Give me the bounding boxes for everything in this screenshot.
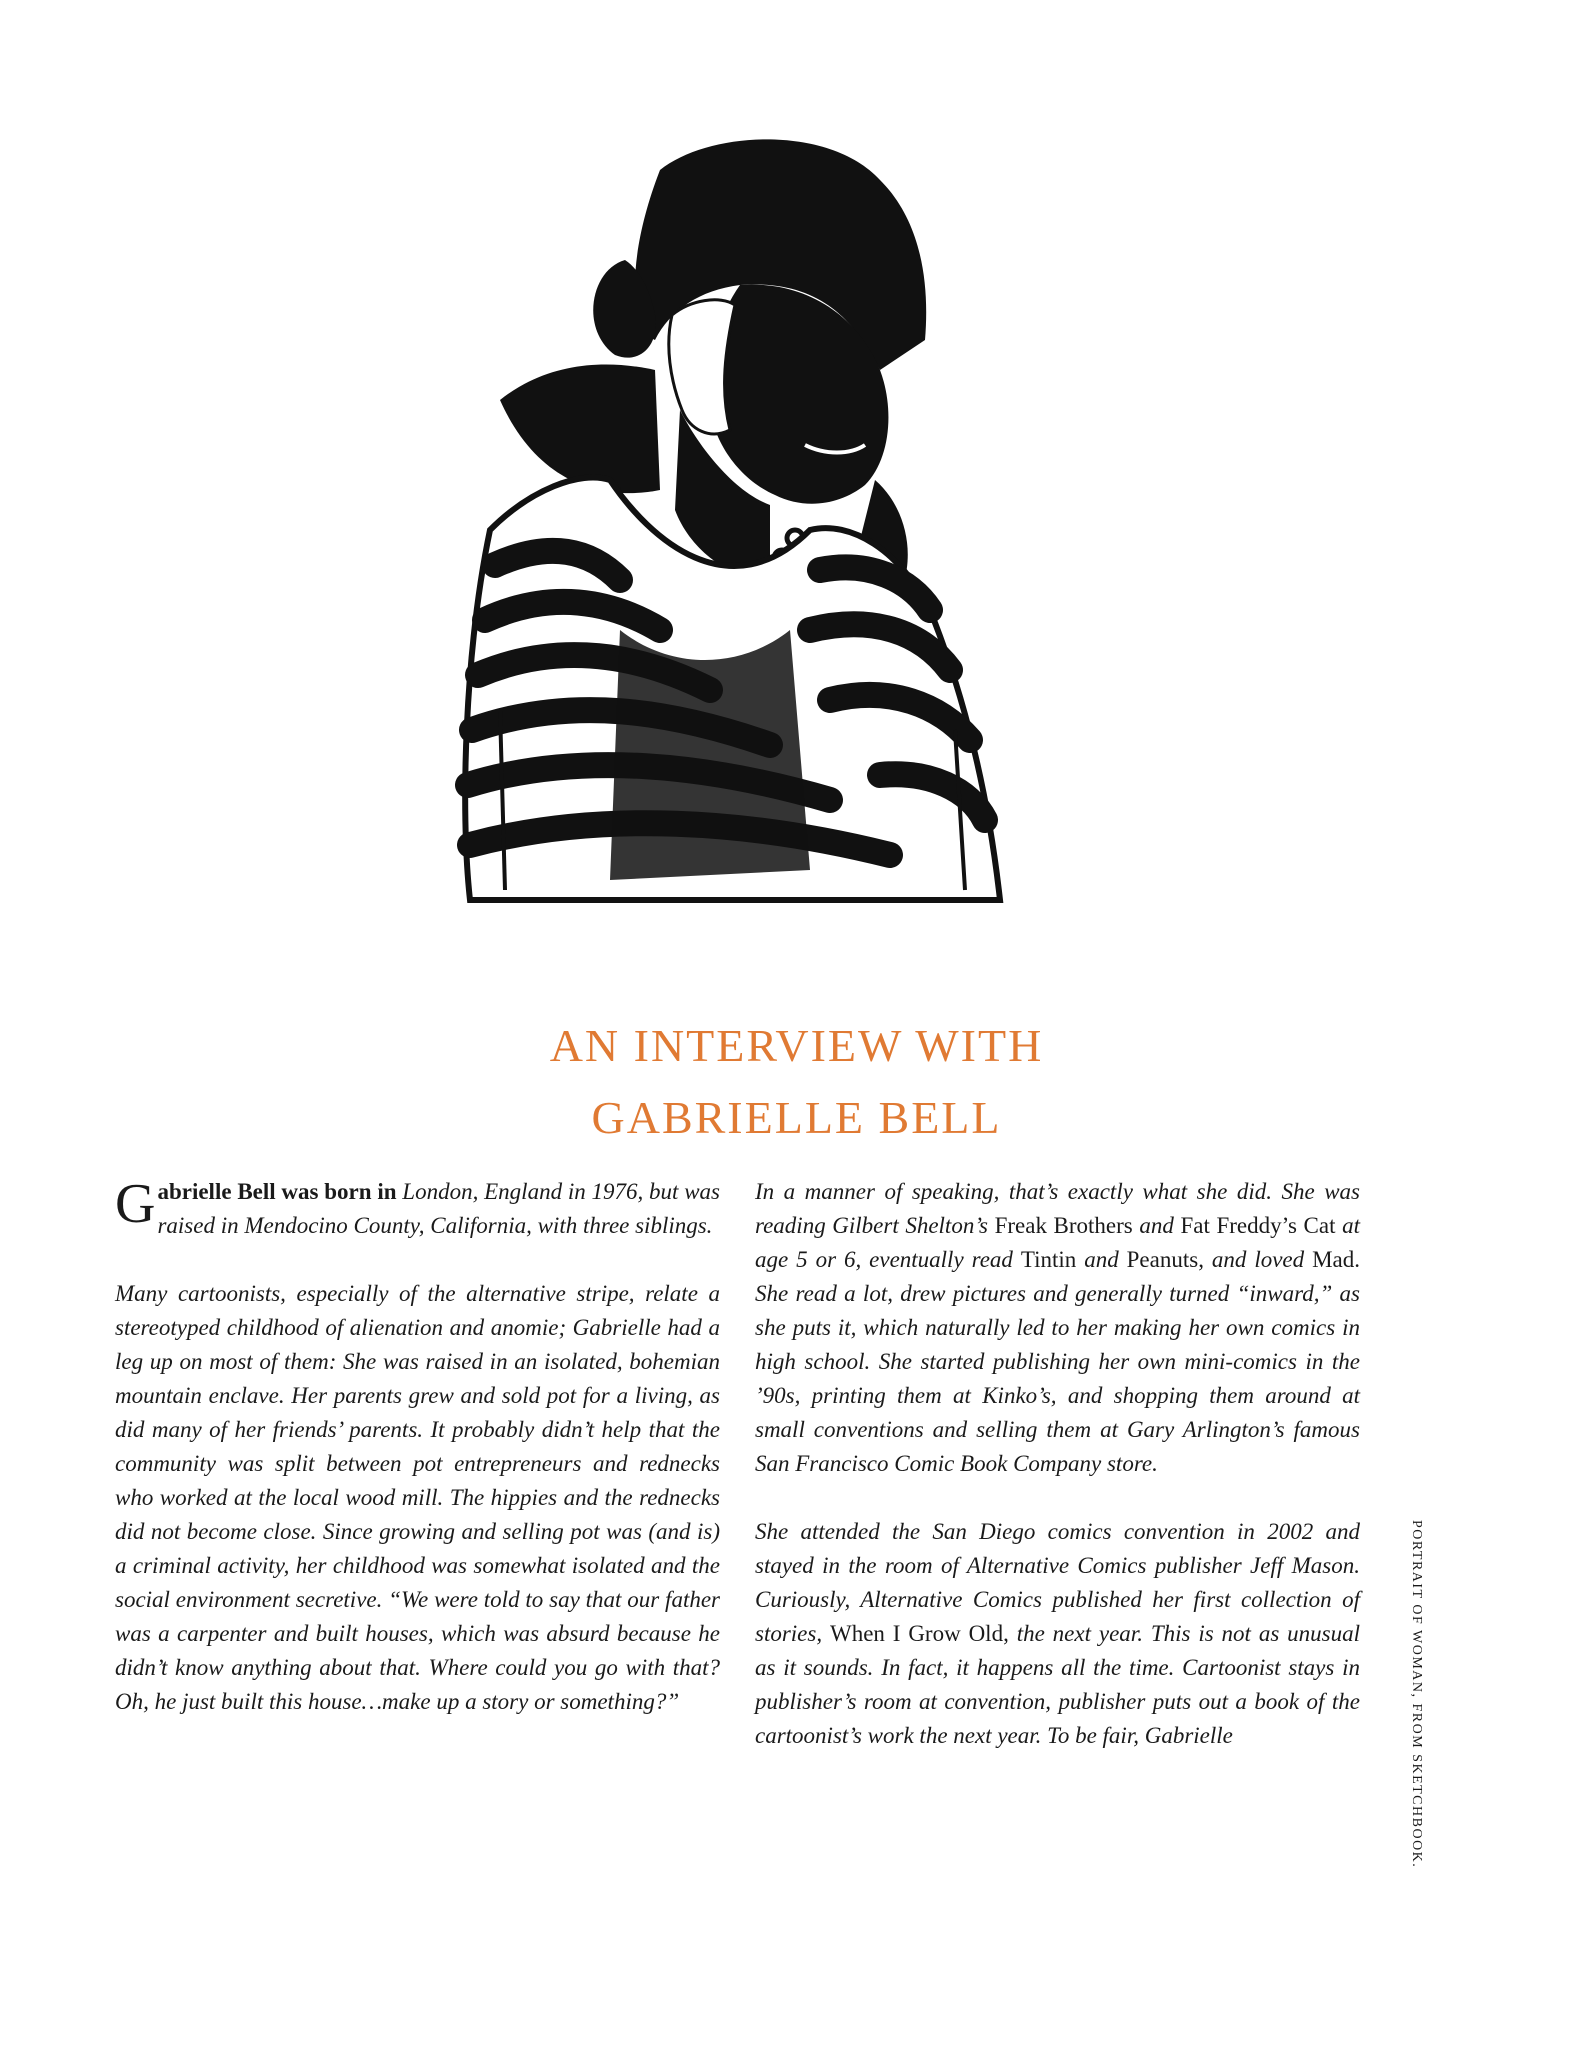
intro-paragraph <box>115 1175 720 1243</box>
text-run: She attended the San Diego comics convention in 2002 and stayed in the room of Alternative Comics publisher Jeff Mason. Curiously, Alternative Comics published her first collection of stories, <box>755 1519 1360 1646</box>
text-run: at age 5 or 6, eventually read <box>755 1213 1360 1272</box>
portrait-illustration <box>410 110 1070 960</box>
title-line-2: GABRIELLE BELL <box>591 1092 1002 1143</box>
title-ref: Peanuts, <box>1126 1247 1204 1272</box>
text-run: She read a lot, drew pictures and generally turned “inward,” as she puts it, which naturally led to her making her own comics in high school. She started publishing her own mini-comics in the ’90s, printing them at Kinko’s, and shopping them around at small conventions and selling them at Gary Arlington’s famous San Francisco Comic Book Company store. <box>755 1281 1360 1476</box>
text-run: and <box>1132 1213 1181 1238</box>
text-run: In a manner of speaking, that’s exactly what she did. She was reading Gilbert Shelton’s <box>755 1179 1360 1238</box>
illustration-caption: PORTRAIT OF WOMAN, FROM SKETCHBOOK. <box>1409 1520 1424 1869</box>
drop-cap: G <box>115 1173 156 1235</box>
portrait-woman-icon <box>465 139 1000 900</box>
intro-lead: abrielle Bell was born in <box>157 1179 397 1204</box>
intro-rest: London, England in 1976, but was raised in Mendocino County, California, with three siblings. <box>157 1179 721 1238</box>
text-run: and <box>1076 1247 1127 1272</box>
body-paragraph: Many cartoonists, especially of the alternative stripe, relate a stereotyped childhood of alienation and anomie; Gabrielle had a leg up on most of them: She was raised in an isolated, bohemian mountain enclave. Her parents grew and sold pot for a living, as did many of her friends’ parents. It probably didn’t help that the community was split between pot entrepreneurs and rednecks who worked at the local wood mill. The hippies and the rednecks did not become close. Since growing and selling pot was (and is) a criminal activity, her childhood was somewhat isolated and the social environment secretive. “We were told to say that our father was a carpenter and built houses, which was absurd because he didn’t know anything about that. Where could you go with that? Oh, he just built this house…make up a story or something?” <box>115 1281 720 1714</box>
body-paragraph <box>755 1515 1360 1753</box>
text-run: the next year. This is not as unusual as it sounds. In fact, it happens all the time. Cartoonist stays in publisher’s room at convention, publisher puts out a book of the cartoonist’s work the next year. To be fair, Gabrielle <box>755 1621 1360 1748</box>
left-column <box>115 1175 720 1753</box>
body-paragraph <box>755 1175 1360 1481</box>
title-line-1: AN INTERVIEW WITH <box>549 1020 1044 1071</box>
title-ref: Mad. <box>1312 1247 1360 1272</box>
title-ref: Freak Brothers <box>994 1213 1133 1238</box>
article-title <box>0 1010 1593 1154</box>
title-ref: Fat Freddy’s Cat <box>1180 1213 1336 1238</box>
title-ref: When I Grow Old, <box>829 1621 1009 1646</box>
right-column <box>755 1175 1360 1787</box>
title-ref: Tintin <box>1020 1247 1077 1272</box>
text-run: and loved <box>1203 1247 1313 1272</box>
